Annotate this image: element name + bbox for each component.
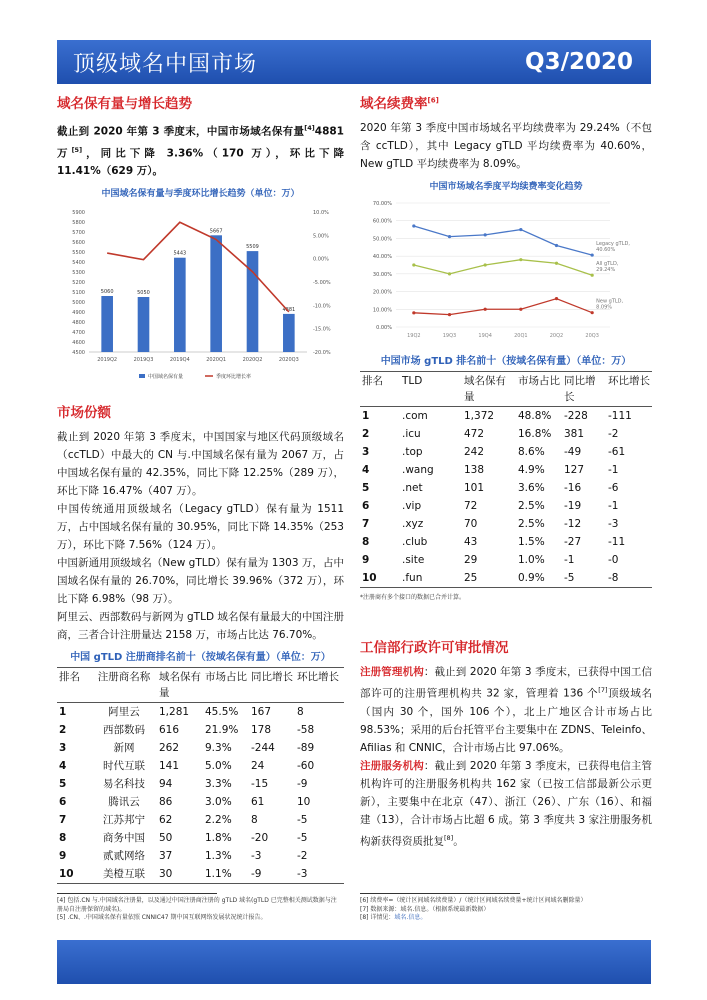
tld-table-header: [360, 372, 652, 407]
bar: [247, 251, 259, 352]
table-cell: 阿里云: [108, 706, 140, 718]
right-column: [360, 92, 652, 850]
table-row: [360, 461, 652, 479]
table-cell: 8: [362, 536, 370, 548]
table-cell: 2: [362, 428, 370, 440]
table-cell: 4: [59, 760, 67, 772]
series-point: [591, 253, 594, 256]
table-row: [360, 407, 652, 426]
table-cell: 1.3%: [205, 850, 232, 862]
series-point: [448, 235, 451, 238]
legend-label: 中国域名保有量: [148, 374, 184, 380]
series-point: [555, 244, 558, 247]
y-tick-label: 4700: [72, 330, 85, 336]
col-header: 域名保有量: [464, 375, 506, 403]
table-cell: 45.5%: [205, 706, 239, 718]
table-cell: .icu: [402, 428, 421, 440]
table-cell: -5: [297, 814, 308, 826]
table-cell: 242: [464, 446, 485, 458]
table-cell: 101: [464, 482, 485, 494]
series-line: [414, 226, 592, 255]
table-cell: 3.6%: [518, 482, 545, 494]
series-point: [484, 308, 487, 311]
page-title: 顶级域名中国市场: [73, 51, 258, 77]
x-tick-label: 19Q2: [407, 333, 421, 339]
series-point: [484, 233, 487, 236]
series-point: [519, 228, 522, 231]
table-cell: -49: [564, 446, 582, 458]
table-cell: -1: [564, 554, 575, 566]
y2-tick-label: -5.00%: [313, 280, 331, 286]
table-cell: 4.9%: [518, 464, 545, 476]
footnotes-right: [360, 893, 652, 923]
table-row: [57, 739, 344, 757]
table-cell: 37: [159, 850, 173, 862]
table-cell: 10: [59, 868, 74, 880]
table-cell: 86: [159, 796, 173, 808]
header-banner: [57, 40, 651, 84]
table-cell: 3: [362, 446, 370, 458]
table-cell: 8: [59, 832, 67, 844]
table-cell: 616: [159, 724, 180, 736]
table-cell: 腾讯云: [108, 796, 140, 808]
table-cell: 2.5%: [518, 518, 545, 530]
y-tick-label: 50.00%: [372, 236, 392, 243]
series-line: [414, 260, 592, 276]
x-tick-label: 2020Q3: [278, 357, 299, 363]
table-cell: .com: [402, 410, 428, 422]
registrar-paragraph: 注册服务机构：截止到 2020 年第 3 季度末，已获得电信主管机构许可的注册服务机构共 162 家（已按工信部最新公示更新），主要集中在北京（47）、浙江（26）、广东（16）、和福建（13），合计市场占比超 6 成。第 3 季度共 3 家注册服务机构新获得资质批复[8]。: [360, 759, 652, 847]
table-cell: -0: [608, 554, 619, 566]
table-cell: 61: [251, 796, 265, 808]
tld-table-note: *注册商有多个接口的数据已合并计算。: [360, 594, 466, 601]
table-cell: 新网: [113, 742, 135, 754]
y2-tick-label: -15.0%: [313, 326, 331, 333]
footnote: [7] 数据来源：域名.信息。（根据系统最新数据）: [360, 905, 490, 913]
col-header: 环比增长: [297, 671, 339, 683]
bar: [174, 258, 186, 352]
table-cell: 70: [464, 518, 478, 530]
table-cell: 3: [59, 742, 67, 754]
col-header: 环比增长: [608, 375, 650, 387]
series-point: [484, 263, 487, 266]
col-header: 排名: [362, 375, 383, 387]
table-row: [360, 425, 652, 443]
renewal-paragraph: 2020 年第 3 季度中国市场域名平均续费率为 29.24%（不包含 ccTLD），其中 Legacy gTLD 平均续费率为 40.60%，New gTLD 平均续费率为 8.09%。: [360, 122, 652, 170]
x-tick-label: 19Q4: [478, 333, 492, 339]
domain-volume-summary: 截止到 2020 年第 3 季度末，中国市场域名保有量[4]4881 万[5]，同比下降 3.36%（170 万），环比下降 11.41%（629 万）。: [57, 124, 345, 177]
col-header: 市场占比: [518, 375, 560, 387]
table-cell: -3: [251, 850, 262, 862]
table-cell: 50: [159, 832, 173, 844]
table-cell: 美橙互联: [103, 868, 145, 880]
section-heading-miit: 工信部行政许可审批情况: [360, 640, 509, 656]
table-cell: .site: [402, 554, 425, 566]
series-point: [412, 311, 415, 314]
y-tick-label: 5100: [72, 290, 85, 296]
table-cell: .wang: [402, 464, 434, 476]
table-row: [360, 443, 652, 461]
table-cell: 3.3%: [205, 778, 232, 790]
table-cell: 24: [251, 760, 265, 772]
table-cell: 30: [159, 868, 173, 880]
y-tick-label: 5400: [72, 260, 85, 266]
series-label: New gTLD,: [596, 298, 624, 305]
table-cell: 贰贰网络: [103, 850, 145, 862]
series-point: [519, 258, 522, 261]
table-cell: 1,281: [159, 706, 190, 718]
table-cell: -15: [251, 778, 269, 790]
table-cell: 43: [464, 536, 478, 548]
table-cell: .fun: [402, 572, 423, 584]
table-cell: 5: [59, 778, 67, 790]
x-tick-label: 2019Q4: [169, 357, 190, 363]
table-cell: -3: [297, 868, 308, 880]
table-cell: .vip: [402, 500, 422, 512]
series-point: [555, 262, 558, 265]
table-row: [360, 497, 652, 515]
table-cell: 9: [59, 850, 67, 862]
table-cell: 9.3%: [205, 742, 232, 754]
table-cell: -61: [608, 446, 626, 458]
table-cell: -8: [608, 572, 619, 584]
table-cell: -3: [608, 518, 619, 530]
table-cell: -5: [564, 572, 575, 584]
x-tick-label: 20Q1: [514, 333, 528, 339]
bar: [210, 235, 222, 352]
x-tick-label: 2019Q2: [97, 357, 118, 363]
col-header: 市场占比: [205, 671, 247, 683]
table-cell: 141: [159, 760, 180, 772]
table-cell: -111: [608, 410, 632, 422]
table-cell: 江苏邦宁: [103, 814, 145, 826]
table-cell: 25: [464, 572, 478, 584]
table-cell: 8.6%: [518, 446, 545, 458]
table-cell: 2: [59, 724, 67, 736]
table-cell: -27: [564, 536, 582, 548]
table-cell: 1: [59, 706, 67, 718]
table-cell: 2.5%: [518, 500, 545, 512]
table-cell: 1.5%: [518, 536, 545, 548]
table-cell: -2: [608, 428, 619, 440]
table-row: [360, 569, 652, 588]
table-cell: .xyz: [402, 518, 424, 530]
table-cell: 29: [464, 554, 478, 566]
registrar-table-title: 中国 gTLD 注册商排名前十（按域名保有量）（单位：万）: [70, 652, 331, 663]
table-row: [57, 775, 344, 793]
table-row: [360, 551, 652, 569]
tld-table-title: 中国市场 gTLD 排名前十（按域名保有量）（单位：万）: [380, 356, 632, 367]
y-tick-label: 0.00%: [376, 325, 392, 331]
table-cell: -244: [251, 742, 275, 754]
domain-volume-chart: [57, 202, 344, 392]
table-cell: 472: [464, 428, 485, 440]
series-point: [448, 272, 451, 275]
table-row: [57, 865, 344, 884]
y-tick-label: 60.00%: [372, 218, 392, 225]
footer-banner: [57, 940, 651, 984]
table-cell: 94: [159, 778, 173, 790]
table-cell: -89: [297, 742, 315, 754]
table-cell: 5.0%: [205, 760, 232, 772]
tld-table: [360, 371, 652, 588]
bar: [138, 297, 150, 352]
chart1-title: 中国域名保有量与季度环比增长趋势（单位：万）: [101, 189, 300, 199]
table-cell: 1: [362, 410, 370, 422]
tld-table-body: [360, 407, 652, 588]
table-cell: 381: [564, 428, 585, 440]
table-cell: .club: [402, 536, 428, 548]
table-cell: 127: [564, 464, 585, 476]
table-cell: 西部数码: [103, 724, 145, 736]
table-cell: -9: [297, 778, 308, 790]
table-cell: -58: [297, 724, 315, 736]
y-tick-label: 4900: [72, 310, 85, 316]
table-cell: 138: [464, 464, 485, 476]
table-row: [57, 757, 344, 775]
table-cell: 7: [59, 814, 67, 826]
x-tick-label: 2019Q3: [133, 357, 154, 363]
bar-data-label: 5667: [209, 228, 223, 235]
renewal-rate-chart: [360, 195, 652, 345]
table-cell: 9: [362, 554, 370, 566]
y-tick-label: 5300: [72, 270, 85, 276]
series-point: [555, 297, 558, 300]
table-cell: -60: [297, 760, 315, 772]
section-heading-market-share: 市场份额: [57, 405, 111, 421]
table-cell: 262: [159, 742, 180, 754]
table-cell: 易名科技: [103, 778, 145, 790]
table-cell: 5: [362, 482, 370, 494]
y-tick-label: 4800: [72, 320, 85, 326]
table-cell: 16.8%: [518, 428, 552, 440]
series-label: Legacy gTLD,: [596, 241, 630, 248]
y-tick-label: 40.00%: [372, 254, 392, 261]
table-cell: -11: [608, 536, 626, 548]
table-cell: 1.8%: [205, 832, 232, 844]
quarter-label: Q3/2020: [525, 49, 633, 75]
table-cell: -1: [608, 500, 619, 512]
y-tick-label: 5700: [72, 230, 85, 236]
y-tick-label: 5900: [72, 210, 85, 216]
table-cell: -6: [608, 482, 619, 494]
table-row: [57, 829, 344, 847]
legend-label: 季度环比增长率: [216, 374, 252, 380]
x-tick-label: 20Q2: [549, 333, 564, 339]
y2-tick-label: -20.0%: [313, 350, 331, 356]
table-row: [57, 793, 344, 811]
col-header: 排名: [59, 671, 80, 683]
y2-tick-label: 10.0%: [313, 210, 329, 216]
chart2-title: 中国市场域名季度平均续费率变化趋势: [429, 182, 583, 192]
table-cell: 48.8%: [518, 410, 552, 422]
table-cell: -1: [608, 464, 619, 476]
bar-data-label: 5509: [246, 244, 259, 251]
market-share-paragraph-2: 中国传统通用顶级域名（Legacy gTLD）保有量为 1511 万，占中国域名保有量的 30.95%，同比下降 14.35%（253 万），环比下降 7.56%（124 万）。: [57, 503, 344, 551]
table-cell: 6: [59, 796, 67, 808]
table-cell: 10: [297, 796, 311, 808]
series-point: [591, 274, 594, 277]
y2-tick-label: 0.00%: [313, 256, 329, 263]
table-cell: .top: [402, 446, 423, 458]
series-label: 8.09%: [596, 304, 613, 311]
table-cell: 167: [251, 706, 272, 718]
series-label: 40.60%: [596, 247, 616, 254]
y-tick-label: 4500: [72, 350, 85, 356]
table-cell: 时代互联: [103, 760, 145, 772]
table-cell: -19: [564, 500, 582, 512]
table-cell: 7: [362, 518, 370, 530]
series-point: [591, 311, 594, 314]
table-cell: 3.0%: [205, 796, 232, 808]
legend-swatch: [139, 374, 145, 378]
table-row: [360, 533, 652, 551]
series-label: All gTLD,: [596, 261, 619, 268]
table-row: [57, 847, 344, 865]
table-cell: 1.1%: [205, 868, 232, 880]
y-tick-label: 5200: [72, 280, 85, 286]
table-cell: 8: [251, 814, 258, 826]
market-share-paragraph-4: 阿里云、西部数码与新网为 gTLD 域名保有量最大的中国注册商，三者合计注册量达 2158 万，市场占比达 76.70%。: [57, 611, 344, 641]
table-cell: -2: [297, 850, 308, 862]
bar-data-label: 5443: [173, 250, 187, 257]
table-cell: 6: [362, 500, 370, 512]
table-cell: -16: [564, 482, 582, 494]
table-cell: -20: [251, 832, 269, 844]
y-tick-label: 20.00%: [372, 289, 392, 296]
bar-data-label: 5060: [100, 289, 114, 295]
x-tick-label: 2020Q1: [206, 357, 227, 363]
section-heading-renewal: 域名续费率[6]: [360, 96, 439, 112]
market-share-paragraph-1: 截止到 2020 年第 3 季度末，中国国家与地区代码顶级域名（ccTLD）中最大的 CN 与.中国域名保有量为 2067 万，占中国域名保有量的 42.35%，同比下降 12.25%（289 万），环比下降 16.47%（407 万）。: [57, 431, 344, 497]
y2-tick-label: -10.0%: [313, 303, 331, 310]
y-tick-label: 5600: [72, 240, 85, 246]
series-point: [519, 308, 522, 311]
table-row: [360, 479, 652, 497]
footnote: [8] 详情见：域名.信息。: [360, 914, 427, 921]
registrar-table-header: [57, 668, 344, 703]
table-row: [57, 811, 344, 829]
y-tick-label: 4600: [72, 340, 85, 346]
table-cell: 1.0%: [518, 554, 545, 566]
bar-data-label: 4881: [282, 306, 296, 313]
table-cell: 72: [464, 500, 478, 512]
col-header: TLD: [402, 375, 423, 387]
table-row: [57, 703, 344, 722]
table-cell: 4: [362, 464, 370, 476]
table-cell: 10: [362, 572, 377, 584]
y-tick-label: 5000: [72, 300, 85, 306]
x-tick-label: 20Q3: [585, 333, 599, 339]
table-cell: .net: [402, 482, 423, 494]
market-share-paragraph-3: 中国新通用顶级域名（New gTLD）保有量为 1303 万，占中国域名保有量的 26.70%，同比增长 39.96%（372 万），环比下降 6.98%（98 万）。: [57, 557, 344, 605]
table-cell: -5: [297, 832, 308, 844]
bar: [283, 314, 295, 352]
table-cell: 8: [297, 706, 304, 718]
bar: [101, 296, 113, 352]
registry-paragraph: 注册管理机构：截止到 2020 年第 3 季度末，已获得中国工信部许可的注册管理机构共 32 家，管理着 136 个[7]顶级域名（国内 30 个，国外 106 个），北上广地区合计市场占比 98.53%；采用的后台托管平台主要集中在 ZDNS、Teleinfo、Afilias 和 CNNIC，合计市场占比 97.06%。: [360, 666, 652, 754]
col-header: 同比增长: [251, 671, 293, 683]
y-tick-label: 10.00%: [372, 307, 392, 314]
y-tick-label: 70.00%: [372, 201, 392, 207]
col-header: 注册商名称: [97, 671, 151, 683]
footnote: [6] 续费率=（统计区间域名续费量）/（统计区间域名续费量+统计区间域名删除量）: [360, 897, 587, 904]
table-cell: 2.2%: [205, 814, 232, 826]
table-cell: 0.9%: [518, 572, 545, 584]
table-cell: 1,372: [464, 410, 495, 422]
x-tick-label: 19Q3: [442, 333, 457, 339]
table-cell: 商务中国: [103, 832, 145, 844]
col-header: 域名保有量: [159, 671, 201, 699]
series-line: [414, 299, 592, 315]
registrar-table-body: [57, 703, 344, 884]
table-cell: -12: [564, 518, 582, 530]
y2-tick-label: 5.00%: [313, 233, 329, 240]
table-cell: -228: [564, 410, 588, 422]
footnote-link[interactable]: 域名.信息。: [394, 914, 427, 921]
x-tick-label: 2020Q2: [242, 357, 263, 363]
registrar-table: [57, 667, 344, 884]
table-cell: 21.9%: [205, 724, 239, 736]
series-point: [412, 224, 415, 227]
col-header: 同比增长: [564, 375, 596, 403]
footnote: [5] .CN、.中国域名保有量依照 CNNIC47 期中国互联网络发展状况统计报告。: [57, 914, 267, 921]
table-cell: 62: [159, 814, 173, 826]
footnotes-left: [57, 893, 337, 923]
table-cell: 178: [251, 724, 272, 736]
section-heading-domain-volume: 域名保有量与增长趋势: [57, 96, 192, 112]
bar-data-label: 5050: [137, 290, 150, 296]
growth-line: [107, 222, 289, 312]
series-point: [412, 263, 415, 266]
table-row: [360, 515, 652, 533]
series-point: [448, 313, 451, 316]
footnote: [4] 包括.CN 与.中国域名注册量，以及通过中国注册商注册的 gTLD 域名(gTLD 已完整相关测试数据与注册局自注册保留的域名)。: [57, 897, 337, 913]
y-tick-label: 5800: [72, 220, 85, 226]
y-tick-label: 30.00%: [372, 271, 392, 278]
table-row: [57, 721, 344, 739]
y-tick-label: 5500: [72, 250, 85, 256]
series-label: 29.24%: [596, 267, 616, 274]
table-cell: -9: [251, 868, 262, 880]
left-column: [57, 92, 344, 884]
